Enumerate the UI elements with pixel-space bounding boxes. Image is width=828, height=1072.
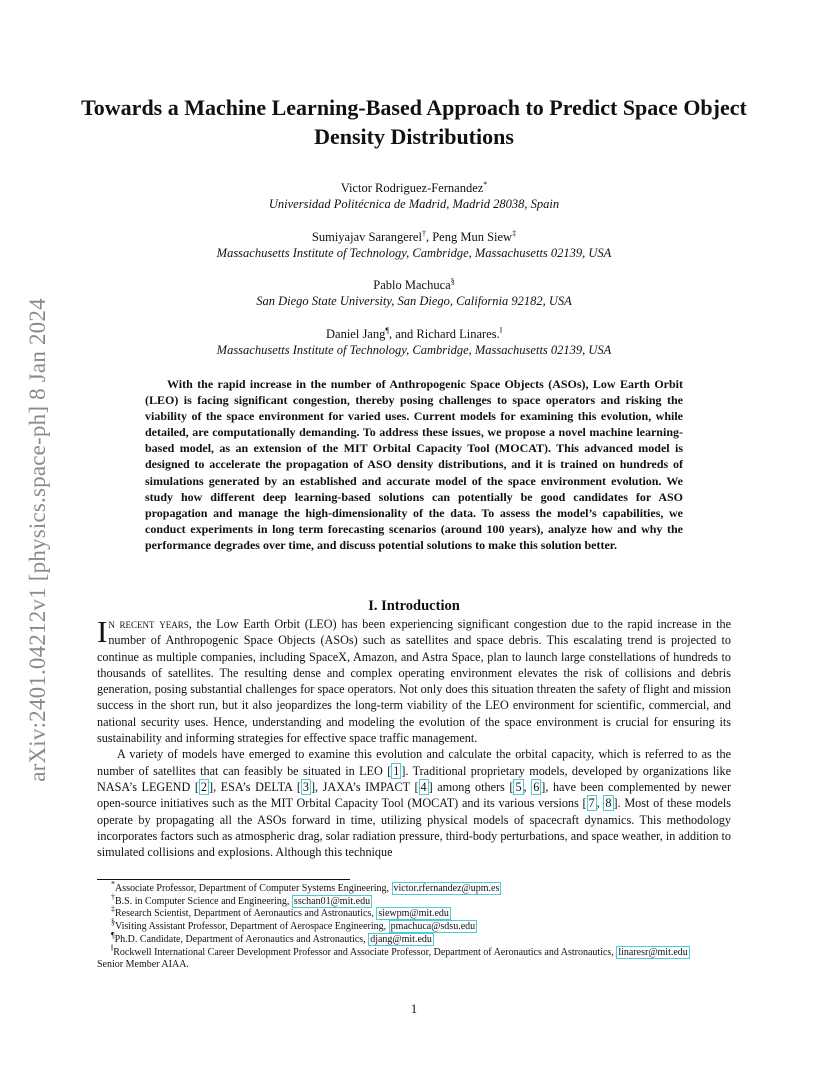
author-names: Pablo Machuca§ (373, 276, 455, 292)
author-affiliation: San Diego State University, San Diego, California 92182, USA (256, 294, 572, 308)
paper-title: Towards a Machine Learning-Based Approach to Predict Space Object Density Distributions (81, 95, 747, 149)
footnote: §Visiting Assistant Professor, Department of Aerospace Engineering, pmachuca@sdsu.edu (111, 917, 476, 933)
author-block-1 (80, 180, 748, 212)
author-names: Sumiyajav Sarangerel†, Peng Mun Siew‡ (311, 228, 517, 244)
footnote: *Associate Professor, Department of Computer Systems Engineering, victor.rfernandez@upm.es (111, 879, 500, 894)
author-names: Daniel Jang¶, and Richard Linares.‖ (326, 325, 502, 341)
email-link[interactable]: linaresr@mit.edu (618, 946, 688, 958)
email-link[interactable]: sschan01@mit.edu (293, 895, 371, 907)
drop-cap: I (97, 614, 108, 649)
citation-link[interactable]: 5 (515, 779, 522, 794)
citation-link[interactable]: 2 (200, 779, 208, 794)
footnote: †B.S. in Computer Science and Engineering, sschan01@mit.edu (111, 892, 371, 907)
footnote: ¶Ph.D. Candidate, Department of Aeronautics and Astronautics, djang@mit.edu (111, 930, 432, 945)
author-affiliation: Massachusetts Institute of Technology, Cambridge, Massachusetts 02139, USA (216, 343, 612, 357)
footnotes (97, 879, 737, 972)
footnote-divider (97, 879, 350, 880)
footnote-continuation: Senior Member AIAA. (97, 959, 189, 971)
author-names: Victor Rodriguez-Fernandez* (340, 179, 488, 195)
author-block-2 (80, 229, 748, 261)
author-affiliation: Massachusetts Institute of Technology, Cambridge, Massachusetts 02139, USA (216, 246, 612, 260)
page-number: 1 (410, 1002, 418, 1016)
arxiv-sidebar-stamp (23, 250, 53, 830)
abstract: With the rapid increase in the number of Anthropogenic Space Objects (ASOs), Low Earth Orbit (LEO) is facing significant congestion, thereby posing challenges to space operators and risking the viability of the space environment for varied uses. Current models for examining this evolution, while detailed, are computationally demanding. To address these issues, we propose a novel machine learning-based model, as an extension of the MIT Orbital Capacity Tool (MOCAT). This advanced model is designed to accelerate the propagation of ASO density distributions, and it is trained on hundreds of simulations generated by an established and accurate model of the space environment evolution. We study how different deep learning-based solutions can potentially be good candidates for ASO propagation and manage the high-dimensionality of the data. To assess the model’s capabilities, we conduct experiments in long term forecasting scenarios (around 100 years), analyze how and why the performance degrades over time, and discuss potential solutions to make this solution better. (145, 377, 683, 552)
footnote: ‡Research Scientist, Department of Aeronautics and Astronautics, siewpm@mit.edu (111, 905, 449, 920)
paragraph-1: In recent years, the Low Earth Orbit (LEO) has been experiencing significant congestion due to the rapid increase in the number of Anthropogenic Space Objects (ASOs) such as satellites and space debris. This escalating trend is projected to continue as multiple companies, including SpaceX, Amazon, and Astra Space, plan to launch large constellations of hundreds to thousands of satellites. The resulting dense and complex operating environment elevates the risk of collisions and debris generation, posing substantial challenges for space operators. Not only does this situation threaten the safety of flight and mission success in the short run, but it also jeopardizes the long-term viability of the LEO environment for scientific, commercial, and national security uses. Hence, understanding and modeling the evolution of the space environment is crucial for ensuring its sustainability and informing strategies for effective space traffic management. (97, 614, 731, 746)
footnote: ‖Rockwell International Career Development Professor and Associate Professor, Department of Aeronautics and Astronautics, linaresr@mit.edu (111, 943, 688, 958)
citation-link[interactable]: 7 (588, 796, 595, 811)
author-block-3 (80, 277, 748, 309)
author-block-4 (80, 326, 748, 358)
email-link[interactable]: djang@mit.edu (370, 933, 432, 945)
email-link[interactable]: victor.rfernandez@upm.es (393, 883, 500, 894)
citation-link[interactable]: 8 (605, 796, 612, 811)
section-heading: I. Introduction (368, 598, 460, 614)
citation-link[interactable]: 3 (302, 779, 309, 794)
arxiv-id: arXiv:2401.04212v1 [physics.space-ph] 8 Jan 2024 (25, 298, 50, 782)
paragraph-2: A variety of models have emerged to examine this evolution and calculate the orbital capacity, which is referred to as the number of satellites that can feasibly be situated in LEO [ 1 ]. Traditional proprietary models, developed by organizations like NASA’s LEGEND [ 2 ], ESA’s DELTA [ 3 ], JAXA’s IMPACT [ 4 ] among others [ 5 , 6 ], have been complemented by newer open-source initiatives such as the MIT Orbital Capacity Tool (MOCAT) and its various versions [ 7 , 8 ]. Most of these models operate by propagating all the ASOs forward in time, utilizing physical models of spacecraft dynamics. This methodology incorporates factors such as atmospheric drag, solar radiation pressure, third-body perturbations, and space weather, in addition to simulated collisions and explosions. Although this technique (97, 747, 732, 860)
author-affiliation: Universidad Politécnica de Madrid, Madrid 28038, Spain (268, 197, 560, 211)
introduction-body (97, 616, 731, 860)
citation-link[interactable]: 1 (393, 763, 400, 778)
email-link[interactable]: siewpm@mit.edu (378, 908, 449, 920)
citation-link[interactable]: 4 (420, 779, 427, 794)
email-link[interactable]: pmachuca@sdsu.edu (390, 921, 476, 933)
citation-link[interactable]: 6 (533, 779, 540, 794)
